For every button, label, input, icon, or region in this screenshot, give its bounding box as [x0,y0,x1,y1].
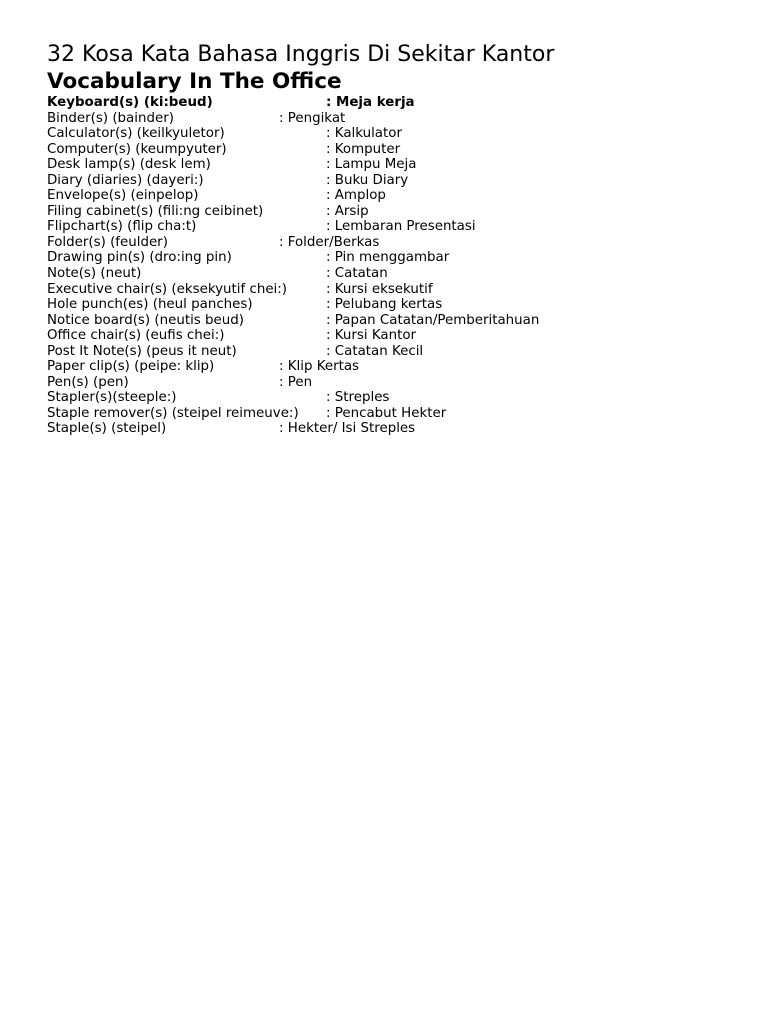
vocabulary-meaning: : Catatan Kecil [326,343,424,359]
vocabulary-row [47,126,747,142]
vocabulary-meaning: : Hekter/ Isi Streples [279,421,416,437]
vocabulary-term: Filing cabinet(s) (fili:ng ceibinet) [47,203,264,219]
vocabulary-term: Computer(s) (keumpyuter) [47,141,227,157]
document-title: 32 Kosa Kata Bahasa Inggris Di Sekitar Kantor [47,42,555,67]
vocabulary-row [47,390,747,406]
vocabulary-row [47,219,747,235]
vocabulary-term: Post It Note(s) (peus it neut) [47,343,237,359]
vocabulary-meaning: : Lembaran Presentasi [326,219,476,235]
vocabulary-row [47,328,747,344]
vocabulary-term: Executive chair(s) (eksekyutif chei:) [47,281,288,297]
vocabulary-term: Pen(s) (pen) [47,374,129,390]
vocabulary-term: Paper clip(s) (peipe: klip) [47,359,215,375]
vocabulary-row [47,204,747,220]
vocabulary-row [47,157,747,173]
vocabulary-row [47,421,747,437]
vocabulary-meaning: : Meja kerja [326,95,415,110]
vocabulary-row [47,313,747,329]
vocabulary-row [47,173,747,189]
vocabulary-row [47,188,747,204]
document-page [47,41,747,437]
vocabulary-row [47,282,747,298]
vocabulary-meaning: : Catatan [326,266,388,282]
vocabulary-meaning: : Pencabut Hekter [326,405,447,421]
vocabulary-list [47,95,747,437]
vocabulary-row [47,95,747,111]
vocabulary-term: Calculator(s) (keilkyuletor) [47,126,225,142]
vocabulary-term: Desk lamp(s) (desk lem) [47,157,211,173]
vocabulary-meaning: : Kalkulator [326,126,402,142]
vocabulary-meaning: : Arsip [326,203,369,219]
vocabulary-meaning: : Streples [326,390,390,406]
vocabulary-meaning: : Kursi Kantor [326,328,417,344]
vocabulary-term: Envelope(s) (einpelop) [47,188,199,204]
vocabulary-term: Folder(s) (feulder) [47,234,168,250]
vocabulary-row [47,344,747,360]
vocabulary-term: Stapler(s)(steeple:) [47,390,177,406]
vocabulary-row [47,297,747,313]
vocabulary-row [47,250,747,266]
vocabulary-meaning: : Amplop [326,188,386,204]
vocabulary-row [47,235,747,251]
vocabulary-meaning: : Kursi eksekutif [326,281,433,297]
vocabulary-meaning: : Papan Catatan/Pemberitahuan [326,312,540,328]
document-subtitle: Vocabulary In The Office [47,69,342,94]
vocabulary-row [47,111,747,127]
vocabulary-meaning: : Pen [279,374,313,390]
vocabulary-term: Drawing pin(s) (dro:ing pin) [47,250,232,266]
vocabulary-meaning: : Lampu Meja [326,157,417,173]
vocabulary-row [47,266,747,282]
vocabulary-term: Staple(s) (steipel) [47,421,167,437]
vocabulary-meaning: : Buku Diary [326,172,409,188]
vocabulary-row [47,375,747,391]
vocabulary-term: Hole punch(es) (heul panches) [47,297,253,313]
vocabulary-meaning: : Pin menggambar [326,250,450,266]
vocabulary-meaning: : Folder/Berkas [279,234,380,250]
vocabulary-term: Notice board(s) (neutis beud) [47,312,244,328]
vocabulary-term: Binder(s) (bainder) [47,110,174,126]
vocabulary-term: Diary (diaries) (dayeri:) [47,172,204,188]
vocabulary-meaning: : Komputer [326,141,401,157]
vocabulary-meaning: : Klip Kertas [279,359,360,375]
vocabulary-term: Keyboard(s) (ki:beud) [47,95,213,110]
vocabulary-term: Flipchart(s) (flip cha:t) [47,219,197,235]
vocabulary-term: Office chair(s) (eufis chei:) [47,328,225,344]
vocabulary-term: Note(s) (neut) [47,266,142,282]
vocabulary-meaning: : Pengikat [279,110,346,126]
vocabulary-meaning: : Pelubang kertas [326,297,443,313]
vocabulary-term: Staple remover(s) (steipel reimeuve:) [47,405,299,421]
vocabulary-row [47,406,747,422]
vocabulary-row [47,142,747,158]
vocabulary-row [47,359,747,375]
